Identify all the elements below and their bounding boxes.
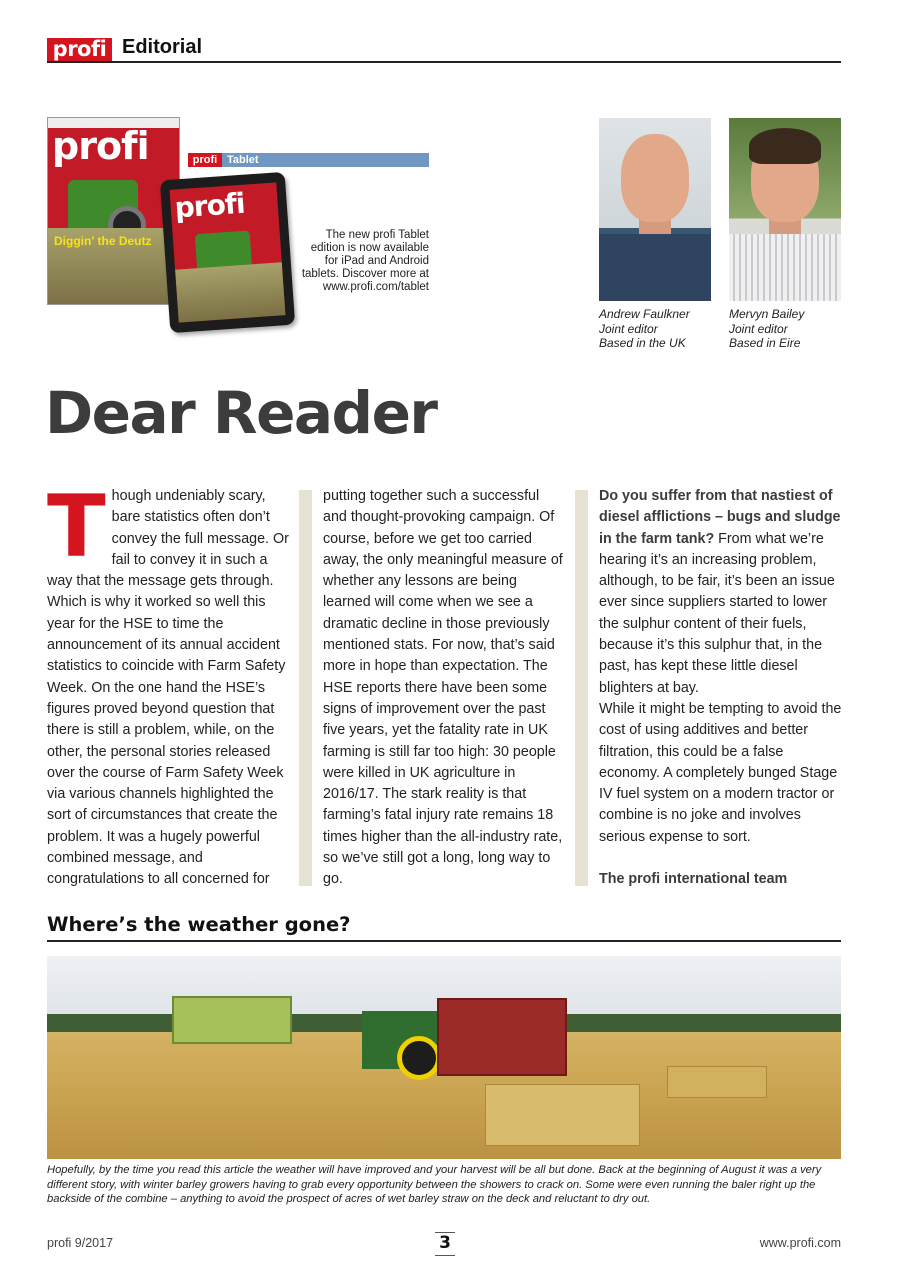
article-text: From what we’re hearing it’s an increasing problem, although, to be fair, it’s been an issue ever since suppliers started to lower the sulphur content of their fuels, because it’s this sulphur that, in the past, has kept these little diesel blighters at bay. — [599, 530, 835, 696]
article-column-2 — [323, 486, 566, 891]
weather-heading: Where’s the weather gone? — [47, 913, 351, 936]
magazine-cover-image — [47, 117, 180, 305]
page-number-rule — [435, 1255, 455, 1256]
tablet-banner — [188, 153, 429, 167]
page-headline: Dear Reader — [45, 379, 437, 447]
photo-head — [621, 134, 689, 222]
website-label: www.profi.com — [759, 1236, 841, 1250]
editor-role: Joint editor — [599, 321, 658, 336]
column-divider — [299, 490, 312, 886]
tablet-device-image — [160, 172, 295, 333]
tablet-masthead: profi — [173, 186, 246, 225]
tractor-wheel — [397, 1036, 441, 1080]
column-divider — [575, 490, 588, 886]
article-paragraph: While it might be tempting to avoid the cost of using additives and better filtration, this could be a false economy. A completely bunged Stage IV fuel system on a modern tractor or combine is no joke and involves serious expense to sort. — [599, 700, 842, 845]
editor-name: Mervyn Bailey — [729, 307, 805, 321]
article-text: hough undeniably scary, bare statistics often don’t convey the full message. Or fail to convey it in such a way that the message gets through. Which is why it worked so well this year for the HSE to time the announcement of its annual accident statistics to coincide with Farm Safety Week. On the one hand the HSE’s figures proved beyond question that there is still a problem, while, on the other, the personal stories released over the course of Farm Safety Week via various channels highlighted the sort of circumstances that create the problem. It was a hugely powerful combined message, and congratulations to all concerned for — [47, 488, 289, 888]
profi-logo: profi — [47, 38, 112, 62]
drop-cap: T — [47, 477, 106, 577]
editor-name: Andrew Faulkner — [599, 307, 690, 321]
editor-location: Based in the UK — [599, 336, 686, 350]
editor-location: Based in Eire — [729, 336, 801, 350]
straw-bale — [667, 1066, 767, 1098]
photo-shirt — [599, 234, 711, 301]
tablet-screen — [169, 182, 285, 322]
tablet-promo-text: The new profi Tablet edition is now available for iPad and Android tablets. Discover more at www.profi.com/tablet — [301, 229, 429, 293]
lead-question: Do you suffer from that nastiest of diesel afflictions – bugs and sludge in the farm tank? — [599, 488, 841, 547]
page-number: 3 — [439, 1233, 451, 1253]
editor-photo-mervyn — [729, 118, 841, 301]
tablet-field — [175, 262, 285, 322]
editor-caption-mervyn — [729, 307, 804, 351]
photo-shirt — [729, 234, 841, 301]
combine-harvester — [172, 996, 292, 1044]
tablet-banner-logo: profi — [188, 153, 222, 167]
harvest-photo — [47, 956, 841, 1159]
cover-masthead: profi — [52, 124, 149, 168]
article-text: putting together such a successful and thought-provoking campaign. Of course, before we get too carried away, the only meaningful measure of whether any lessons are being learned will come when we see a dramatic decline in those previously mentioned stats. For now, that’s said more in hope than expectation. The HSE reports there have been some signs of improvement over the past five years, yet the fatality rate in UK farming is still far too high: 30 people were killed in UK agriculture in 2016/17. The stark reality is that farming’s fatal injury rate remains 18 times higher than the all-industry rate, so we’ve still got a long, long way to go. — [323, 488, 563, 888]
issue-label: profi 9/2017 — [47, 1236, 114, 1250]
straw-bale — [485, 1084, 640, 1146]
editor-caption-andrew — [599, 307, 690, 351]
section-title: Editorial — [122, 36, 203, 58]
baler — [437, 998, 567, 1076]
article-column-1 — [47, 477, 290, 891]
photo-hair — [749, 128, 821, 164]
signoff: The profi international team — [599, 871, 788, 888]
header-rule — [47, 61, 841, 63]
editor-photo-andrew — [599, 118, 711, 301]
editor-role: Joint editor — [729, 321, 788, 336]
weather-rule — [47, 940, 841, 942]
cover-headline: Diggin' the Deutz — [54, 234, 152, 248]
tablet-banner-label: Tablet — [227, 154, 259, 166]
photo-caption: Hopefully, by the time you read this article the weather will have improved and your harvest will be all but done. Back at the beginning of August it was a very different story, with winter barley growers having to grab every opportunity between the showers to crack on. Some were even running the baler right up the backside of the combine – anything to avoid the prospect of acres of wet barley straw on the deck and reluctant to dry out. — [47, 1164, 822, 1206]
article-paragraph — [599, 486, 842, 699]
article-column-3 — [599, 486, 842, 891]
